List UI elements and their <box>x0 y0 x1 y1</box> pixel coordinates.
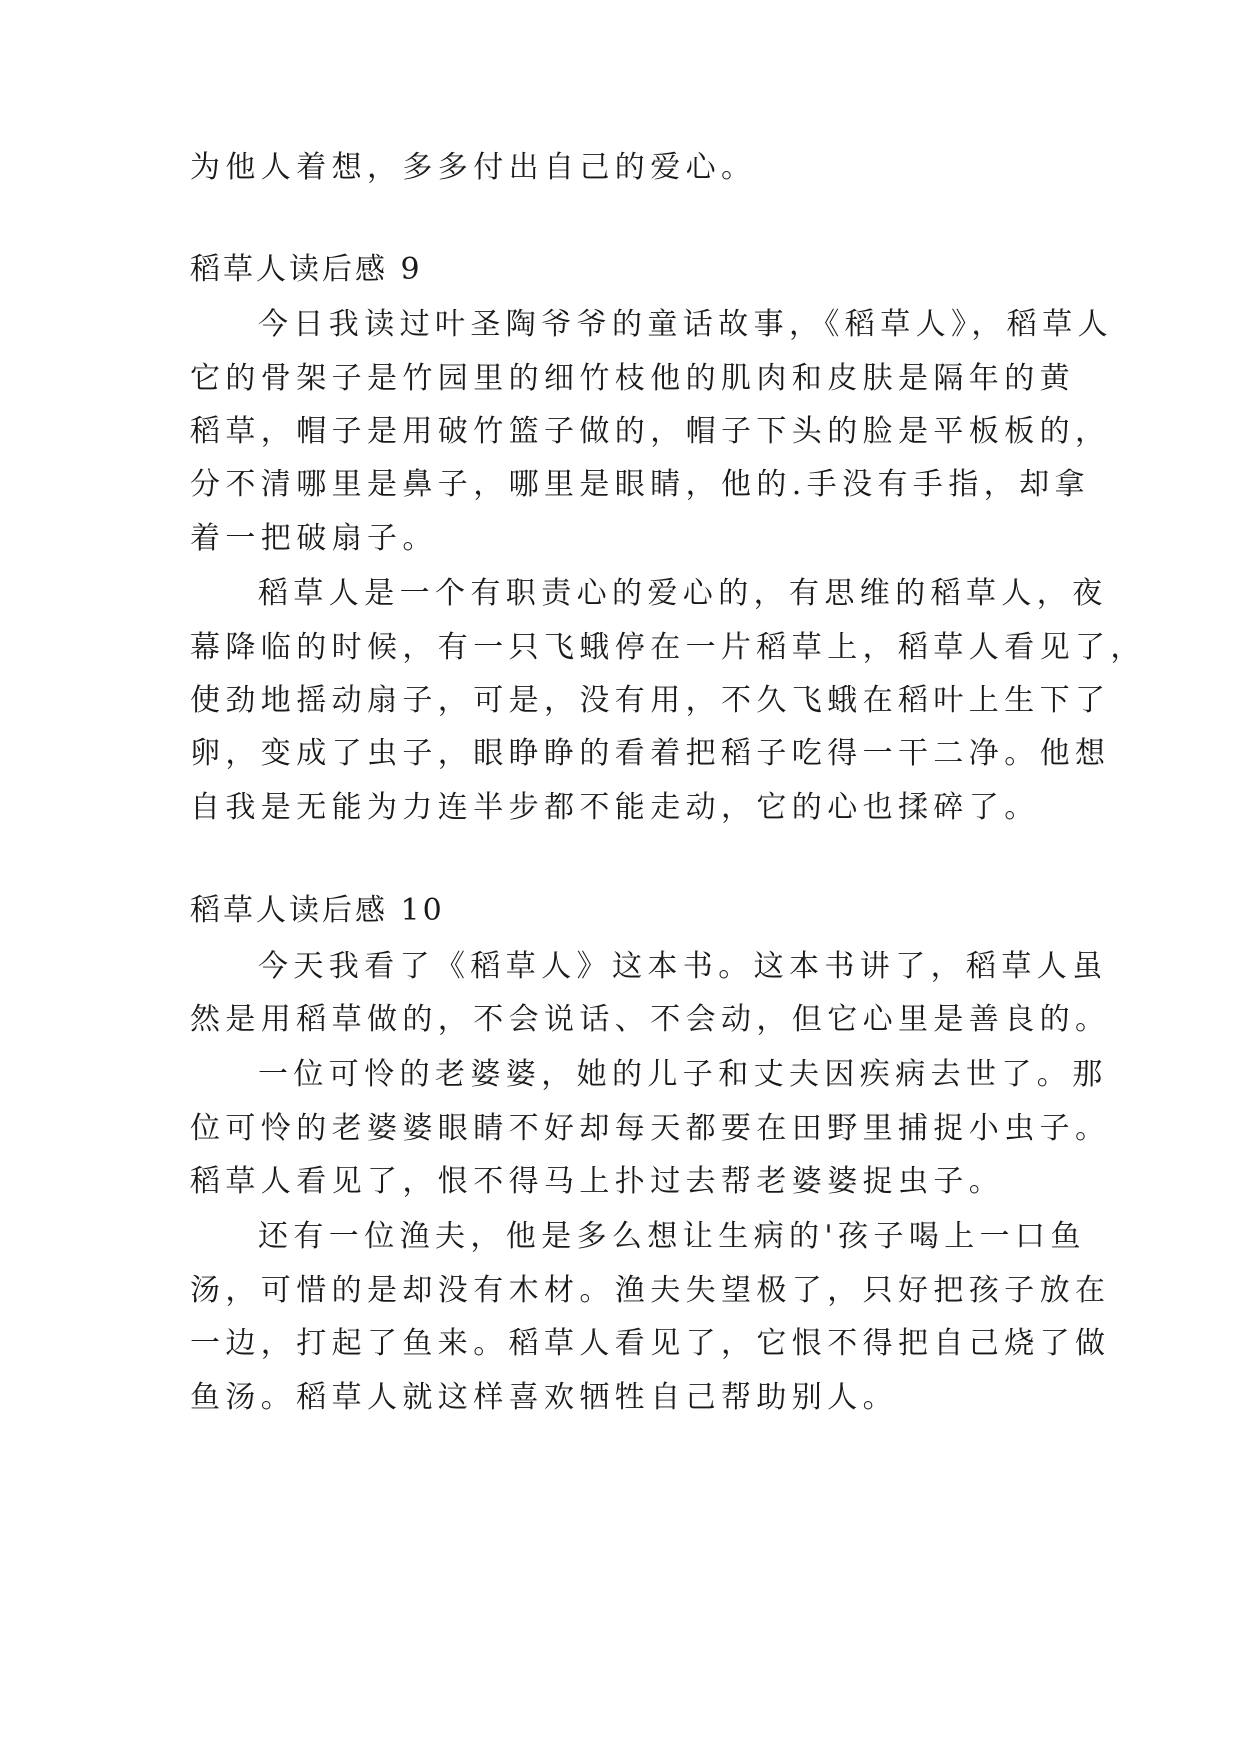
body-line: 它的骨架子是竹园里的细竹枝他的肌肉和皮肤是隔年的黄 <box>190 361 1075 396</box>
body-line: 为他人着想，多多付出自己的爱心。 <box>190 150 757 185</box>
body-line: 鱼汤。稻草人就这样喜欢牺牲自己帮助别人。 <box>190 1380 898 1415</box>
body-line: 今日我读过叶圣陶爷爷的童话故事，《稻草人》，稻草人 <box>258 307 1113 342</box>
body-line: 使劲地摇动扇子，可是，没有用，不久飞蛾在稻叶上生下了 <box>190 683 1111 718</box>
section-heading: 稻草人读后感 9 <box>190 252 423 287</box>
body-line: 一边，打起了鱼来。稻草人看见了，它恨不得把自己烧了做 <box>190 1326 1111 1361</box>
body-line: 一位可怜的老婆婆，她的儿子和丈夫因疾病去世了。那 <box>258 1057 1108 1092</box>
body-line: 汤，可惜的是却没有木材。渔夫失望极了，只好把孩子放在 <box>190 1273 1111 1308</box>
body-line: 稻草，帽子是用破竹篮子做的，帽子下头的脸是平板板的， <box>190 414 1111 449</box>
body-line: 幕降临的时候，有一只飞蛾停在一片稻草上，稻草人看见了， <box>190 630 1146 665</box>
body-line: 稻草人看见了，恨不得马上扑过去帮老婆婆捉虫子。 <box>190 1164 1005 1199</box>
body-line: 然是用稻草做的，不会说话、不会动，但它心里是善良的。 <box>190 1002 1111 1037</box>
body-line: 今天我看了《稻草人》这本书。这本书讲了，稻草人虽 <box>258 949 1108 984</box>
body-line: 着一把破扇子。 <box>190 521 438 556</box>
section-heading: 稻草人读后感 10 <box>190 893 445 928</box>
body-line: 还有一位渔夫，他是多么想让生病的'孩子喝上一口鱼 <box>258 1219 1086 1254</box>
body-line: 分不清哪里是鼻子，哪里是眼睛，他的.手没有手指，却拿 <box>190 467 1090 502</box>
body-line: 卵，变成了虫子，眼睁睁的看着把稻子吃得一干二净。他想 <box>190 736 1111 771</box>
body-line: 位可怜的老婆婆眼睛不好却每天都要在田野里捕捉小虫子。 <box>190 1111 1111 1146</box>
body-line: 自我是无能为力连半步都不能走动，它的心也揉碎了。 <box>190 790 1040 825</box>
body-line: 稻草人是一个有职责心的爱心的，有思维的稻草人，夜 <box>258 576 1108 611</box>
